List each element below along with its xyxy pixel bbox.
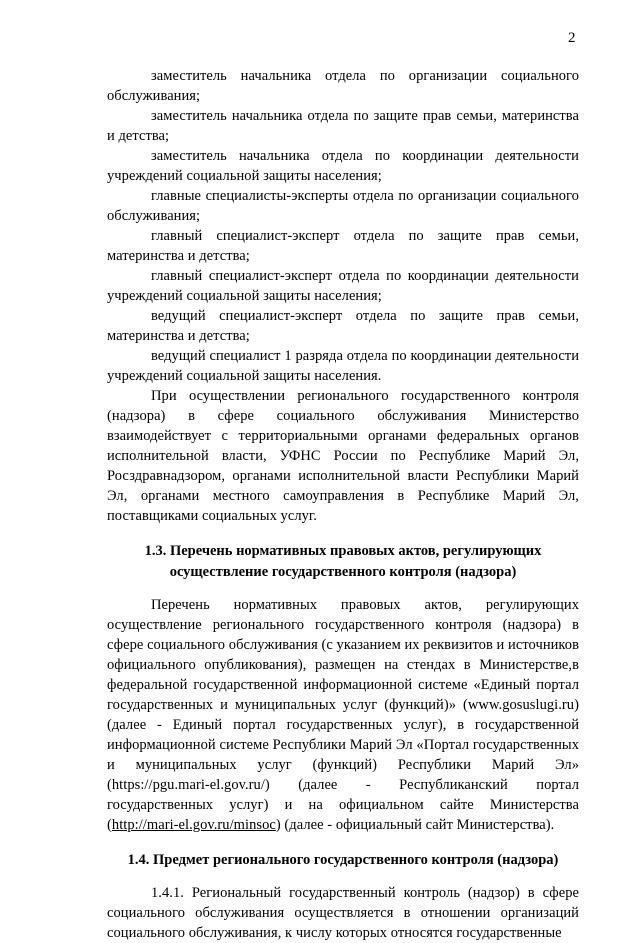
list-item: заместитель начальника отдела по организации социального обслуживания; — [107, 68, 579, 104]
list-item: главные специалисты-эксперты отдела по организации социального обслуживания; — [107, 188, 579, 224]
document-body — [107, 66, 579, 943]
list-item: заместитель начальника отдела по координации деятельности учреждений социальной защиты населения; — [107, 148, 579, 184]
ministry-site-link[interactable]: http://mari-el.gov.ru/minsoc — [111, 817, 276, 833]
section-heading-1-3 — [107, 541, 579, 583]
list-item: ведущий специалист-эксперт отдела по защите прав семьи, материнства и детства; — [107, 308, 579, 344]
interaction-paragraph: При осуществлении регионального государственного контроля (надзора) в сфере социального обслуживания Министерство взаимодействует с территориальными органами федеральных органов исполнительной власти, УФНС России по Республике Марий Эл, Росздравнадзором, органами исполнительной власти Республики Марий Эл, органами местного самоуправления в Республике Марий Эл, поставщиками социальных услуг. — [107, 388, 579, 524]
list-item: главный специалист-эксперт отдела по координации деятельности учреждений социальной защиты населения; — [107, 268, 579, 304]
list-item: ведущий специалист 1 разряда отдела по координации деятельности учреждений социальной защиты населения. — [107, 348, 579, 384]
heading-line: осуществление государственного контроля (надзора) — [169, 564, 517, 580]
section-1-4-paragraph: 1.4.1. Региональный государственный контроль (надзор) в сфере социального обслуживания осуществляется в отношении организаций социального обслуживания, к числу которых относятся государственные — [107, 885, 579, 941]
page-number: 2 — [568, 30, 576, 46]
section-heading-1-4: 1.4. Предмет регионального государственного контроля (надзора) — [127, 852, 559, 868]
paragraph-text: Перечень нормативных правовых актов, регулирующих осуществление регионального государственного контроля (надзора) в сфере социального обслуживания (с указанием их реквизитов и источников официального опубликования), размещен на стендах в Министерстве,в федеральной государственной информационной системе «Единый портал государственных и муниципальных услуг (функций)» (www.gosuslugi.ru) (далее - Единый портал государственных услуг), в государственной информационной системе Республики Марий Эл «Портал государственных и муниципальных услуг (функций) Республики Марий Эл» (https://pgu.mari-el.gov.ru/) (далее - Республиканский портал государственных услуг) и на официальном сайте Министерства ( — [107, 597, 579, 833]
heading-line: 1.3. Перечень нормативных правовых актов, регулирующих — [144, 543, 542, 559]
list-item: главный специалист-эксперт отдела по защите прав семьи, материнства и детства; — [107, 228, 579, 264]
list-item: заместитель начальника отдела по защите прав семьи, материнства и детства; — [107, 108, 579, 144]
section-1-3-paragraph — [107, 595, 579, 835]
paragraph-text: ) (далее - официальный сайт Министерства). — [275, 817, 555, 833]
